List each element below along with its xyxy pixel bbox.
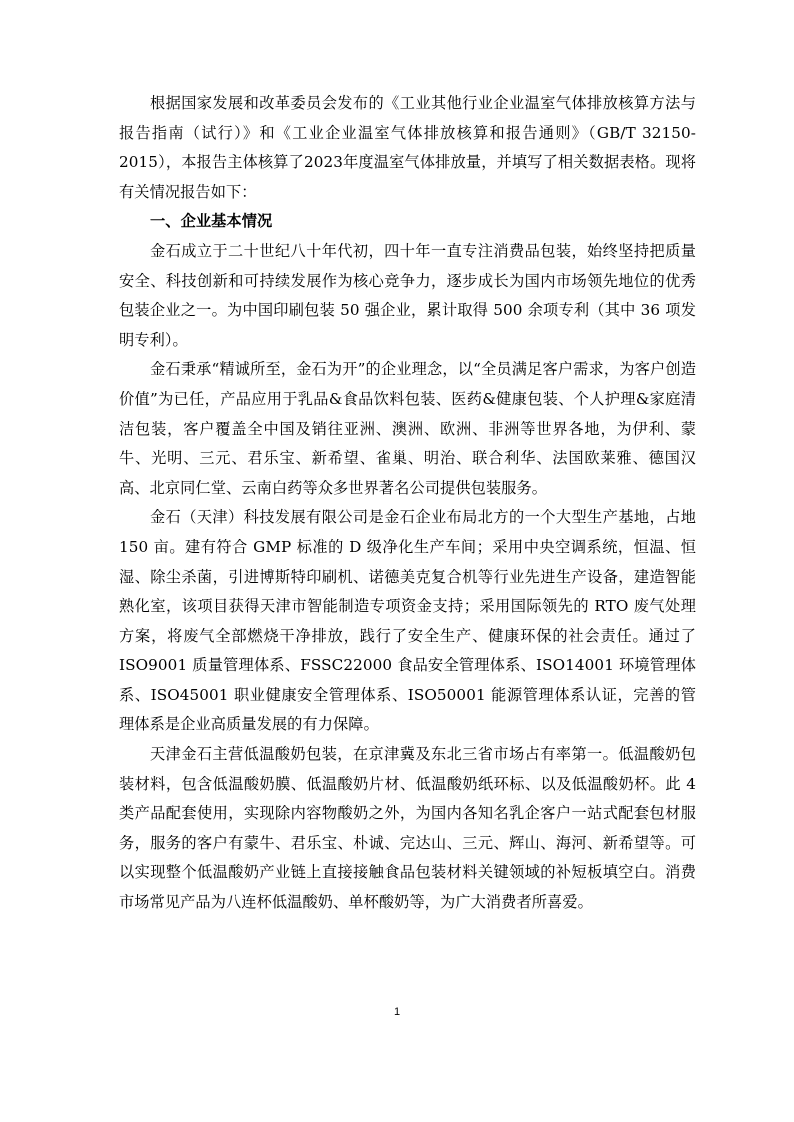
section-heading: 一、企业基本情况 — [150, 212, 273, 231]
body-paragraph: 天津金石主营低温酸奶包装，在京津冀及东北三省市场占有率第一。低温酸奶包装材料，包含低温酸奶膜、低温酸奶片材、低温酸奶纸环标、以及低温酸奶杯。此 4 类产品配套使用，实现除内容物酸奶之外，为国内各知名乳企客户一站式配套包材服务，服务的客户有蒙牛、君乐宝、朴诚、完达山、三元、辉山、海河、新希望等。可以实现整个低温酸奶产业链上直接接触食品包装材料关键领域的补短板填空白。消费市场常见产品为八连杯低温酸奶、单杯酸奶等，为广大消费者所喜爱。 — [119, 745, 696, 912]
intro-paragraph: 根据国家发展和改革委员会发布的《工业其他行业企业温室气体排放核算方法与报告指南（试行）》和《工业企业温室气体排放核算和报告通则》（GB/T 32150-2015），本报告主体核算了2023年度温室气体排放量，并填写了相关数据表格。现将有关情况报告如下： — [119, 94, 696, 201]
body-paragraph: 金石（天津）科技发展有限公司是金石企业布局北方的一个大型生产基地，占地 150 亩。建有符合 GMP 标准的 D 级净化生产车间；采用中央空调系统，恒温、恒湿、除尘杀菌，引进博斯特印刷机、诺德美克复合机等行业先进生产设备，建造智能熟化室，该项目获得天津市智能制造专项资金支持；采用国际领先的 RTO 废气处理方案，将废气全部燃烧干净排放，践行了安全生产、健康环保的社会责任。通过了 ISO9001 质量管理体系、FSSC22000 食品安全管理体系、ISO14001 环境管理体系、ISO45001 职业健康安全管理体系、ISO50001 能源管理体系认证，完善的管理体系是企业高质量发展的有力保障。 — [119, 508, 696, 734]
page-number: 1 — [393, 1006, 401, 1018]
document-body — [119, 89, 696, 918]
body-paragraph: 金石成立于二十世纪八十年代初，四十年一直专注消费品包装，始终坚持把质量安全、科技创新和可持续发展作为核心竞争力，逐步成长为国内市场领先地位的优秀包装企业之一。为中国印刷包装 50 强企业，累计取得 500 余项专利（其中 36 项发明专利）。 — [119, 241, 696, 349]
body-paragraph: 金石秉承“精诚所至，金石为开”的企业理念，以“全员满足客户需求，为客户创造价值”为已任，产品应用于乳品&食品饮料包装、医药&健康包装、个人护理&家庭清洁包装，客户覆盖全中国及销往亚洲、澳洲、欧洲、非洲等世界各地，为伊利、蒙牛、光明、三元、君乐宝、新希望、雀巢、明治、联合利华、法国欧莱雅、德国汉高、北京同仁堂、云南白药等众多世界著名公司提供包装服务。 — [119, 360, 696, 497]
